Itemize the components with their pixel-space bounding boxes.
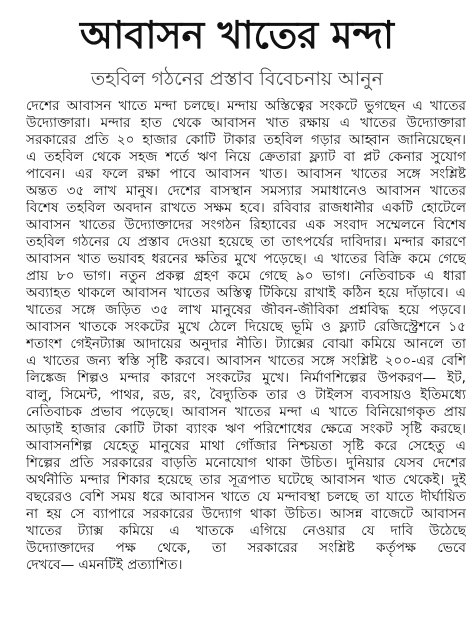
article-line: লিঙ্কেজ শিল্পও মন্দার কারণে সংকটের মুখে। নির্মাণশিল্পের উপকরণ— ইট, (26, 370, 466, 386)
article-body (26, 98, 466, 574)
article-line: আবাসনশিল্প যেহেতু মানুষের মাথা গোঁজার নিশ্চয়তা সৃষ্টি করে সেহেতু এ (26, 438, 466, 454)
article-line: এ খাতের জন্য স্বস্তি সৃষ্টি করবে। আবাসন খাতের সঙ্গে সংশ্লিষ্ট ২০০-এর বেশি (26, 353, 466, 369)
article-line: অন্তত ৩৫ লাখ মানুষ। দেশের বাসস্থান সমস্যার সমাধানেও আবাসন খাতের (26, 183, 466, 199)
article-line: আবাসন খাত ভয়াবহ ধরনের ক্ষতির মুখে পড়েছে। এ খাতের বিক্রি কমে গেছে (26, 251, 466, 267)
article-line: সরকারের প্রতি ২০ হাজার কোটি টাকার তহবিল গড়ার আহ্বান জানিয়েছেন। (26, 132, 466, 148)
article-line: উদ্যোক্তাদের পক্ষ থেকে, তা সরকারের সংশ্লিষ্ট কর্তৃপক্ষ ভেবে (26, 540, 466, 556)
article-line: প্রায় ৮০ ভাগ। নতুন প্রকল্প গ্রহণ কমে গেছে ৯০ ভাগ। নেতিবাচক এ ধারা (26, 268, 466, 284)
article-line: উদ্যোক্তারা। মন্দার হাত থেকে আবাসন খাত রক্ষায় এ খাতের উদ্যোক্তারা (26, 115, 466, 131)
article-line: খাতের সঙ্গে জড়িত ৩৫ লাখ মানুষের জীবন-জীবিকা প্রশ্নবিদ্ধ হয়ে পড়বে। (26, 302, 466, 318)
article-line: বালু, সিমেন্ট, পাথর, রড, রং, বৈদ্যুতিক তার ও টাইলস ব্যবসায়ও ইতিমধ্যে (26, 387, 466, 403)
article-line: খাতের ট্যাক্স কমিয়ে এ খাতকে এগিয়ে নেওয়ার যে দাবি উঠেছে (26, 523, 466, 539)
article-line: বিশেষ তহবিল অবদান রাখতে সক্ষম হবে। রবিবার রাজধানীর একটি হোটেলে (26, 200, 466, 216)
article-line: অর্থনীতি মন্দার শিকার হয়েছে তার সূত্রপাত ঘটেছে আবাসন খাত থেকেই। দুই (26, 472, 466, 488)
article-line: নেতিবাচক প্রভাব পড়েছে। আবাসন খাতের মন্দা এ খাতে বিনিয়োগকৃত প্রায় (26, 404, 466, 420)
article-line: শতাংশ গেইনট্যাক্স আদায়ের অনুদার নীতি। ট্যাক্সের বোঝা কমিয়ে আনলে তা (26, 336, 466, 352)
article-line: এ তহবিল থেকে সহজ শর্তে ঋণ নিয়ে ক্রেতারা ফ্ল্যাট বা প্লট কেনার সুযোগ (26, 149, 466, 165)
article-line: শিল্পের প্রতি সরকারের বাড়তি মনোযোগ থাকা উচিত। দুনিয়ার যেসব দেশের (26, 455, 466, 471)
article-line: তহবিল গঠনের যে প্রস্তাব দেওয়া হয়েছে তা তাৎপর্যের দাবিদার। মন্দার কারণে (26, 234, 466, 250)
article-line: বছরেরও বেশি সময় ধরে আবাসন খাতে যে মন্দাবস্থা চলছে তা যাতে দীর্ঘায়িত (26, 489, 466, 505)
subheadline: তহবিল গঠনের প্রস্তাব বিবেচনায় আনুন (91, 68, 383, 90)
article-line: আড়াই হাজার কোটি টাকা ব্যাংক ঋণ পরিশোধের ক্ষেত্রে সংকট সৃষ্টি করছে। (26, 421, 466, 437)
article-line: দেখবে— এমনটিই প্রত্যাশিত। (26, 557, 183, 573)
headline: আবাসন খাতের মন্দা (79, 13, 394, 57)
article-line: না হয় সে ব্যাপারে সরকারের উদ্যোগ থাকা উচিত। আসন্ন বাজেটে আবাসন (26, 506, 466, 522)
article-line: আবাসন খাতকে সংকটের মুখে ঠেলে দিয়েছে ভূমি ও ফ্ল্যাট রেজিস্ট্রেশনে ১৫ (26, 319, 466, 335)
article-line: আবাসন খাতের উদ্যোক্তাদের সংগঠন রিহ্যাবের এক সংবাদ সম্মেলনে বিশেষ (26, 217, 466, 233)
article-line: দেশের আবাসন খাতে মন্দা চলছে। মন্দায় অস্তিত্বের সংকটে ভুগছেন এ খাতের (26, 98, 466, 114)
article-line: অব্যাহত থাকলে আবাসন খাতের অস্তিত্ব টিকিয়ে রাখাই কঠিন হয়ে দাঁড়াবে। এ (26, 285, 466, 301)
article-line: পাবেন। এর ফলে রক্ষা পাবে আবাসন খাত। আবাসন খাতের সঙ্গে সংশ্লিষ্ট (26, 166, 466, 182)
